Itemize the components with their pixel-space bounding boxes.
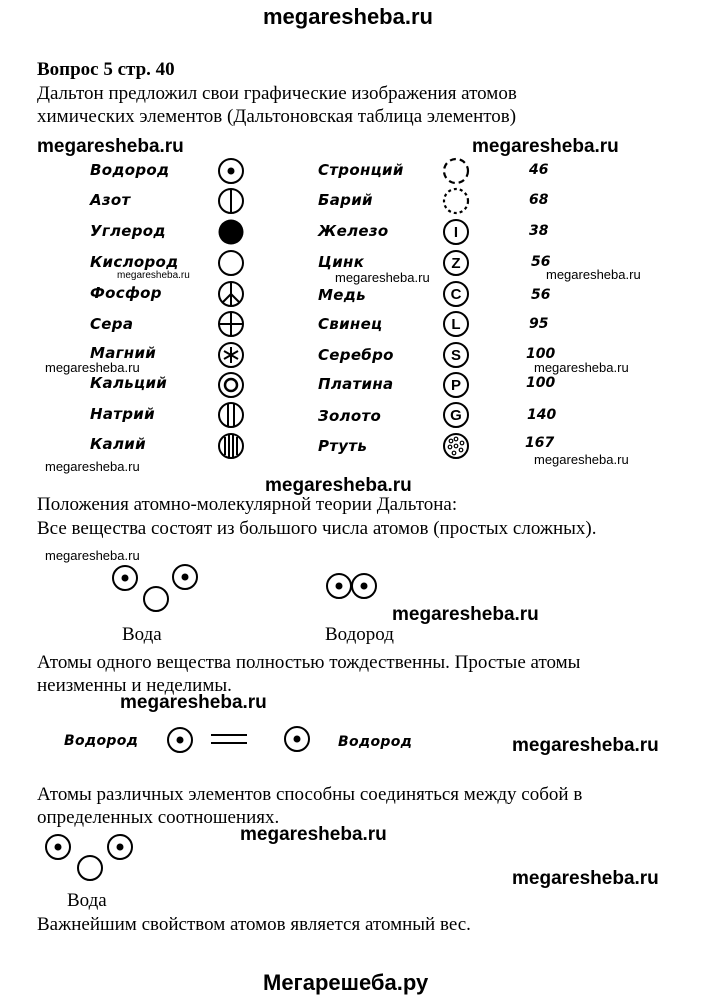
statement-3-line-1: Атомы различных элементов способны соединяться между собой в — [37, 784, 583, 805]
atomic-weight: 68 — [529, 192, 549, 208]
statement-2-line-2: неизменны и неделимы. — [37, 675, 232, 696]
watermark-theory: megaresheba.ru — [265, 475, 412, 496]
silver-symbol — [441, 340, 471, 370]
phosphorus-symbol — [216, 279, 246, 309]
atomic-weight: 46 — [529, 162, 549, 178]
statement-2-line-1: Атомы одного вещества полностью тождественны. Простые атомы — [37, 652, 581, 673]
zinc-symbol — [441, 248, 471, 278]
watermark-eq: megaresheba.ru — [512, 735, 659, 756]
watermark-small-6: megaresheba.ru — [45, 459, 140, 474]
watermark-s3: megaresheba.ru — [240, 824, 387, 845]
eq-right-label: Водород — [338, 734, 413, 750]
caption-hydrogen: Водород — [325, 624, 394, 645]
oxygen-symbol — [216, 248, 246, 278]
element-name-left: Калий — [90, 435, 146, 453]
atomic-weight: 100 — [526, 375, 556, 391]
caption-water: Вода — [122, 624, 162, 645]
atomic-weight: 140 — [527, 407, 557, 423]
watermark-table-left: megaresheba.ru — [37, 136, 184, 157]
element-name-right: Золото — [318, 407, 382, 425]
svg-text:I: I — [453, 224, 459, 241]
element-name-left: Кислород — [90, 253, 179, 271]
watermark-s2: megaresheba.ru — [120, 692, 267, 713]
lead-symbol — [441, 309, 471, 339]
element-name-left: Магний — [90, 344, 157, 362]
svg-text:C: C — [450, 286, 462, 303]
potassium-symbol — [216, 431, 246, 461]
svg-text:S: S — [450, 347, 462, 364]
hydrogen-symbol — [216, 156, 246, 186]
iron-symbol — [441, 217, 471, 247]
barium-symbol — [441, 186, 471, 216]
statement-4: Важнейшим свойством атомов является атомный вес. — [37, 914, 471, 935]
atomic-weight: 56 — [531, 254, 551, 270]
gold-symbol — [441, 400, 471, 430]
magnesium-symbol — [216, 340, 246, 370]
question-heading: Вопрос 5 стр. 40 — [37, 59, 175, 80]
equality-diagram — [165, 724, 340, 759]
svg-text:L: L — [451, 316, 461, 333]
sodium-symbol — [216, 400, 246, 430]
hydrogen-molecule-diagram — [321, 570, 386, 605]
svg-text:Z: Z — [451, 255, 461, 272]
element-name-right: Цинк — [318, 253, 365, 271]
element-name-right: Барий — [318, 191, 373, 209]
watermark-small-1: megaresheba.ru — [117, 270, 190, 281]
water-molecule-diagram — [108, 563, 208, 618]
atomic-weight: 56 — [531, 287, 551, 303]
watermark-small-3: megaresheba.ru — [546, 267, 641, 282]
statement-3-line-2: определенных соотношениях. — [37, 807, 280, 828]
nitrogen-symbol — [216, 186, 246, 216]
atomic-weight: 167 — [525, 435, 555, 451]
intro-line-1: Дальтон предложил свои графические изображения атомов — [37, 83, 517, 104]
element-name-left: Углерод — [90, 222, 166, 240]
element-name-right: Свинец — [318, 315, 383, 333]
platinum-symbol — [441, 370, 471, 400]
svg-text:G: G — [450, 407, 462, 424]
element-name-right: Медь — [318, 286, 366, 304]
atomic-weight: 95 — [529, 316, 549, 332]
watermark-small-8: megaresheba.ru — [45, 548, 140, 563]
intro-line-2: химических элементов (Дальтоновская таблица элементов) — [37, 106, 517, 127]
watermark-table-right: megaresheba.ru — [472, 136, 619, 157]
element-name-right: Ртуть — [318, 437, 368, 455]
eq-left-label: Водород — [64, 733, 139, 749]
element-name-right: Серебро — [318, 346, 394, 364]
footer-title: Мегарешеба.ру — [263, 970, 429, 995]
watermark-small-7: megaresheba.ru — [534, 452, 629, 467]
sulfur-symbol — [216, 309, 246, 339]
atomic-weight: 38 — [529, 223, 549, 239]
atomic-weight: 100 — [526, 346, 556, 362]
element-name-right: Стронций — [318, 161, 404, 179]
element-name-right: Железо — [318, 222, 389, 240]
svg-text:P: P — [450, 377, 462, 394]
element-name-left: Азот — [90, 191, 131, 209]
watermark-mid: megaresheba.ru — [392, 604, 539, 625]
caption-water-2: Вода — [67, 890, 107, 911]
theory-title: Положения атомно-молекулярной теории Дальтона: — [37, 494, 458, 515]
watermark-s3-right: megaresheba.ru — [512, 868, 659, 889]
element-name-left: Водород — [90, 161, 170, 179]
element-name-left: Натрий — [90, 405, 155, 423]
element-name-right: Платина — [318, 375, 394, 393]
statement-1: Все вещества состоят из большого числа атомов (простых сложных). — [37, 518, 597, 539]
water-molecule-diagram-2 — [40, 832, 140, 887]
watermark-small-2: megaresheba.ru — [335, 270, 430, 285]
element-name-left: Фосфор — [90, 284, 162, 302]
watermark-small-5: megaresheba.ru — [534, 360, 629, 375]
watermark-small-4: megaresheba.ru — [45, 360, 140, 375]
element-name-left: Кальций — [90, 374, 168, 392]
calcium-symbol — [216, 370, 246, 400]
watermark-top: megaresheba.ru — [263, 4, 433, 29]
element-name-left: Сера — [90, 315, 134, 333]
mercury-symbol — [441, 431, 471, 461]
carbon-symbol — [216, 217, 246, 247]
copper-symbol — [441, 279, 471, 309]
strontium-symbol — [441, 156, 471, 186]
